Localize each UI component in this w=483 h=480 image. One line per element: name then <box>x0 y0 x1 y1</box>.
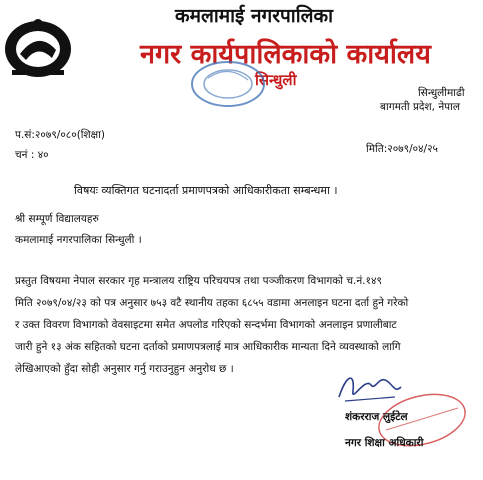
nepal-emblem-icon <box>4 16 72 78</box>
recipient-line-2: कमलामाई नगरपालिका सिन्धुली । <box>15 234 142 246</box>
recipient-line-1: श्री सम्पूर्ण विद्यालयहरु <box>15 213 99 225</box>
letter-date: मिति:२०७९/०४/२५ <box>366 143 438 155</box>
dispatch-number: चनं : ४० <box>15 149 49 161</box>
subject-line: विषयः व्यक्तिगत घटनादर्ता प्रमाणपत्रको आधिकारीकता सम्बन्धमा । <box>74 184 338 197</box>
office-stamp-icon <box>188 58 268 110</box>
office-title: नगर कार्यपालिकाको कार्यालय <box>140 39 431 70</box>
body-line: मिति २०७९/०४/२३ को पत्र अनुसार ७५३ वटै स्थानीय तहका ६८५५ वडामा अनलाइन घटना दर्ता हुने गरेको <box>15 297 409 309</box>
letter-body <box>15 270 470 380</box>
signatory-title: नगर शिक्षा अधिकारी <box>345 437 424 449</box>
body-line: जारी हुने १३ अंक सहितको घटना दर्ताको प्रमाणपत्रलाई मात्र आधिकारीक मान्यता दिने व्यवस्थाको लागि <box>15 341 401 353</box>
body-line: प्रस्तुत विषयमा नेपाल सरकार गृह मन्त्रालय राष्ट्रिय परिचयपत्र तथा पञ्जीकरण विभागको च.नं.१४९ <box>15 275 382 287</box>
district-name: सिन्धुली <box>255 71 297 89</box>
body-line: लेखिआएको हुँदा सोही अनुसार गर्नु गराउनुहुन अनुरोध छ । <box>15 363 234 375</box>
letter-number: प.सं:२०७९/०८०(शिक्षा) <box>15 129 105 141</box>
address-line-1: सिन्धुलीमाढी <box>418 87 465 99</box>
municipality-name: कमलामाई नगरपालिका <box>175 5 334 27</box>
signatory-name: शंकरराज लुईटेल <box>345 411 408 423</box>
address-line-2: बागमती प्रदेश, नेपाल <box>380 101 460 113</box>
body-line: र उक्त विवरण विभागको वेवसाइटमा समेत अपलोड गरिएको सन्दर्भमा विभागको अनलाइन प्रणालीबाट <box>15 319 397 331</box>
